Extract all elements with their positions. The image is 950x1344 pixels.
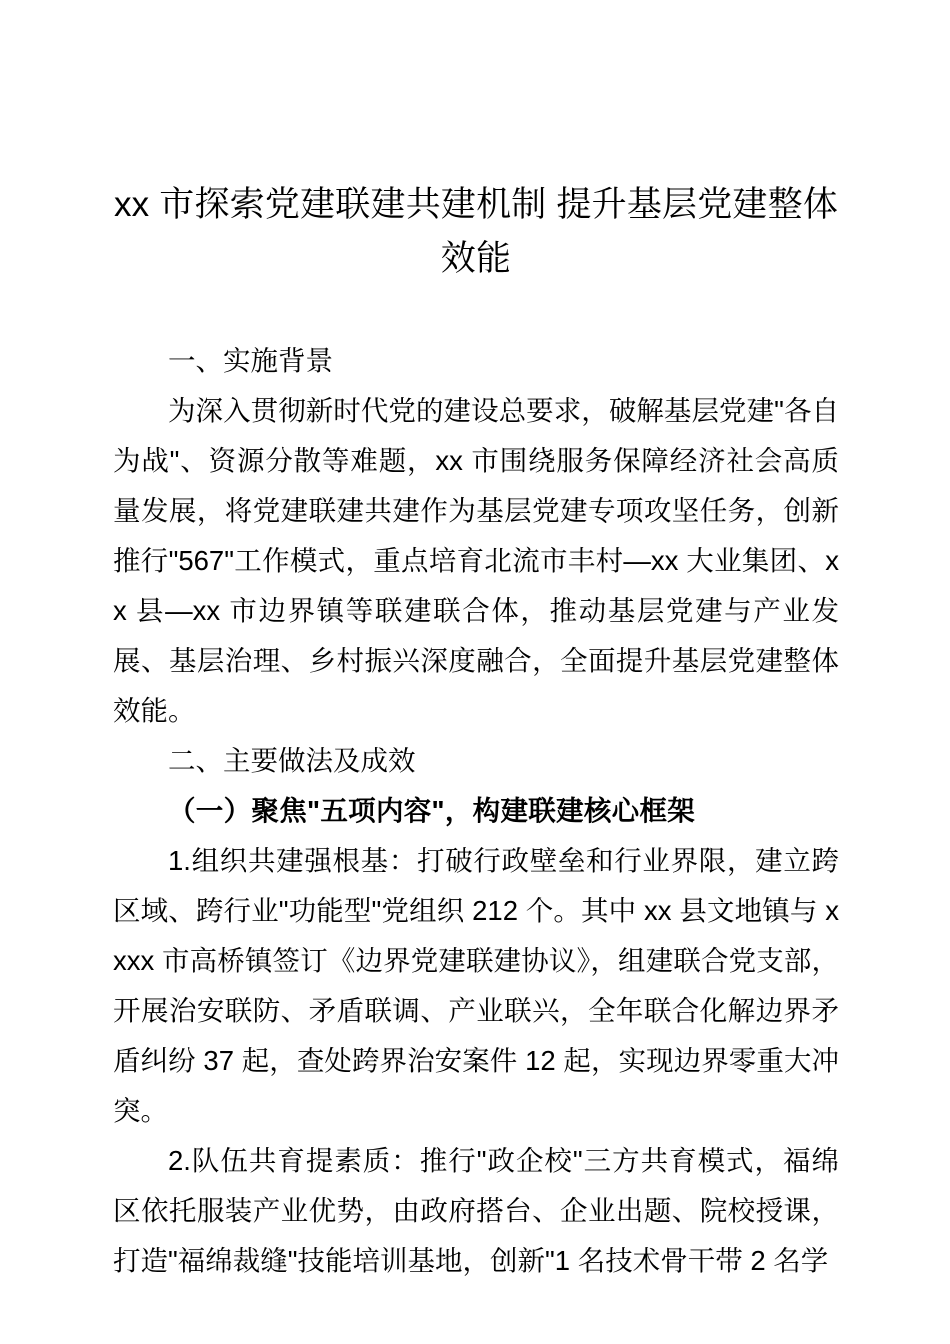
paragraph-item-1-organization: 1.组织共建强根基：打破行政壁垒和行业界限，建立跨区域、跨行业"功能型"党组织 212 个。其中 xx 县文地镇与 xxxx 市高桥镇签订《边界党建联建协议》，组建联合党支部，开展治安联防、矛盾联调、产业联兴，全年联合化解边界矛盾纠纷 37 起，查处跨界治安案件 12 起，实现边界零重大冲突。	[113, 845, 839, 1126]
paragraph-item-2-team: 2.队伍共育提素质：推行"政企校"三方共育模式，福绵区依托服装产业优势，由政府搭台、企业出题、院校授课，打造"福绵裁缝"技能培训基地，创新"1 名技术骨干带 2 名学	[113, 1145, 839, 1276]
section-heading-background: 一、实施背景	[168, 345, 333, 376]
paragraph-background-body: 为深入贯彻新时代党的建设总要求，破解基层党建"各自为战"、资源分散等难题，xx 市围绕服务保障经济社会高质量发展，将党建联建共建作为基层党建专项攻坚任务，创新推行"567"工作模式，重点培育北流市丰村—xx 大业集团、xx 县—xx 市边界镇等联建联合体，推动基层党建与产业发展、基层治理、乡村振兴深度融合，全面提升基层党建整体效能。	[113, 395, 839, 726]
title-spacer	[113, 286, 839, 336]
section-heading-practices: 二、主要做法及成效	[168, 745, 416, 776]
subsection-heading-five-contents: （一）聚焦"五项内容"，构建联建核心框架	[168, 795, 696, 826]
page-title: xx 市探索党建联建共建机制 提升基层党建整体效能	[113, 185, 839, 278]
document-body	[113, 0, 839, 1286]
